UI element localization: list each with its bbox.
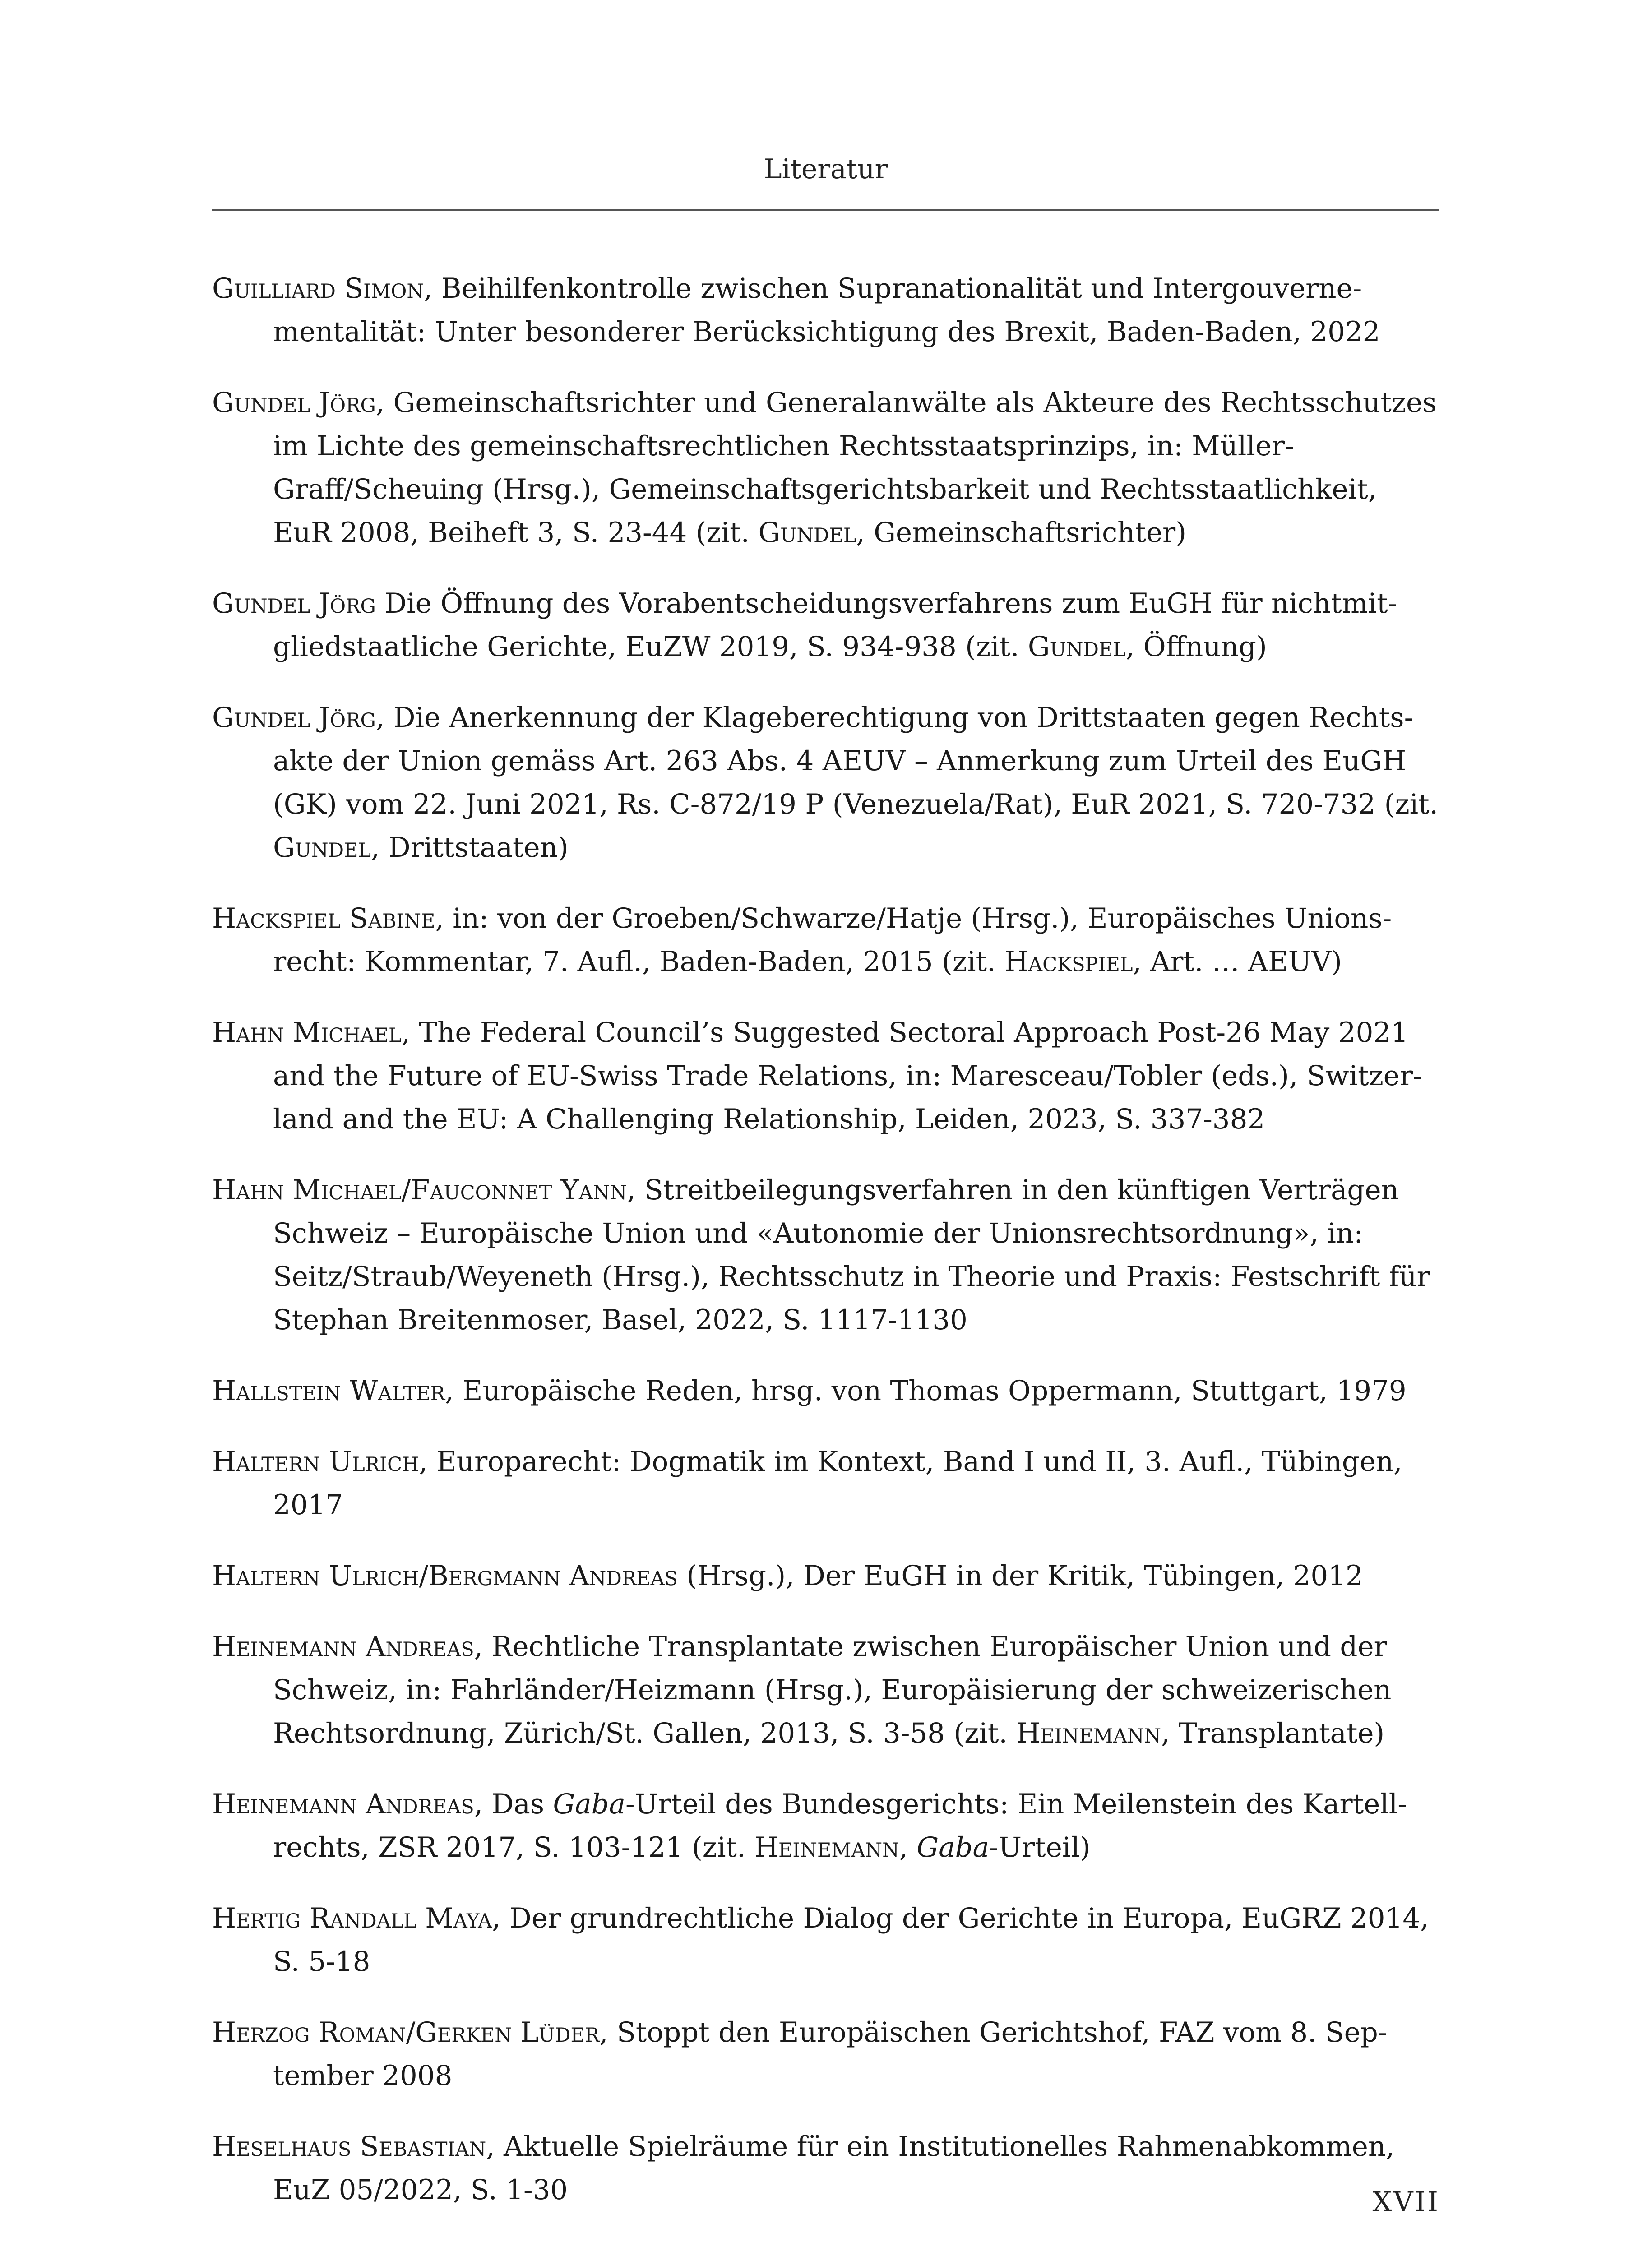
entry-cite-author: Hackspiel [1004,946,1133,978]
entry-cite-separator: , [899,1831,917,1863]
entry-cite-author: Gundel [758,517,856,549]
entry-text: , Die Anerkennung der Klageberechtigung von Drittstaaten gegen Rechtsakte der Union gemäss Art. 263 Abs. 4 AEUV – Anmerkung zum Urteil des EuGH (GK) vom 22. Juni 2021, Rs. C-872/19 P (Venezuela/Rat), EuR 2021, S. 720-732 (zit. [273,702,1439,820]
entry-author: Gundel Jörg [212,387,376,419]
bibliography-entry [212,1554,1439,1598]
entry-cite-author: Gundel [1027,631,1126,663]
entry-cite-rest: , Transplantate) [1161,1717,1385,1749]
entry-author: Haltern Ulrich/Bergmann Andreas [212,1560,678,1592]
entry-author: Heinemann Andreas [212,1788,474,1820]
entry-author: Gundel Jörg [212,702,376,734]
entry-text: , Streitbeilegungsverfahren in den künftigen Verträgen Schweiz – Europäische Union und «Autonomie der Unionsrechtsordnung», in: Seitz/Straub/Weyeneth (Hrsg.), Rechtsschutz in Theorie und Praxis: Festschrift für Stephan Breitenmoser, Basel, 2022, S. 1117-1130 [273,1174,1430,1336]
entry-text: , Der grundrechtliche Dialog der Gerichte in Europa, EuGRZ 2014, S. 5-18 [273,1902,1429,1978]
entry-author: Hackspiel Sabine [212,902,435,934]
entry-author: Guilliard Simon [212,273,424,305]
entry-text: , Europarecht: Dogmatik im Kontext, Band I und II, 3. Aufl., Tübingen, 2017 [273,1446,1402,1521]
entry-italic: Gaba [553,1788,626,1820]
bibliography-entry [212,1011,1439,1141]
page-number: XVII [1372,2186,1440,2218]
entry-text: (Hrsg.), Der EuGH in der Kritik, Tübingen, 2012 [678,1560,1363,1592]
bibliography-entry [212,1440,1439,1527]
entry-cite-author: Gundel [273,832,371,864]
entry-text: , Europäische Reden, hrsg. von Thomas Oppermann, Stuttgart, 1979 [445,1375,1407,1407]
bibliography-entry [212,897,1439,984]
bibliography-entry [212,267,1439,354]
entry-text: , Stoppt den Europäischen Gerichtshof, FAZ vom 8. September 2008 [273,2016,1388,2092]
bibliography-entry [212,696,1439,869]
entry-cite-rest: , Öffnung) [1125,631,1267,663]
entry-author: Haltern Ulrich [212,1446,419,1478]
entry-cite-italic: Gaba [916,1831,990,1863]
entry-cite-rest: , Drittstaaten) [371,832,569,864]
entry-cite-rest: , Art. … AEUV) [1133,946,1342,978]
entry-author: Hertig Randall Maya [212,1902,492,1934]
entry-text: , Rechtliche Transplantate zwischen Europäischer Union und der Schweiz, in: Fahrländer/Heizmann (Hrsg.), Europäisierung der schweizerischen Rechtsordnung, Zürich/St. Gallen, 2013, S. 3-58 (zit. [273,1631,1392,1749]
entry-cite-rest: -Urteil) [989,1831,1091,1863]
bibliography-entry [212,1169,1439,1342]
entry-author: Gundel Jörg [212,587,376,619]
bibliography-entry [212,1625,1439,1755]
entry-text: , Das [474,1788,553,1820]
bibliography-entry [212,1783,1439,1869]
entry-cite-author: Heinemann [1016,1717,1161,1749]
entry-text: , Aktuelle Spielräume für ein Institutionelles Rahmenabkommen, EuZ 05/2022, S. 1-30 [273,2131,1395,2206]
entry-text: , Beihilfenkontrolle zwischen Supranationalität und Intergouvernementalität: Unter besonderer Berücksichtigung des Brexit, Baden-Baden, 2022 [273,273,1380,348]
entry-author: Heselhaus Sebastian [212,2131,486,2163]
running-header: Literatur [764,153,888,185]
entry-author: Hahn Michael [212,1017,402,1049]
entry-text: , in: von der Groeben/Schwarze/Hatje (Hrsg.), Europäisches Unionsrecht: Kommentar, 7. Aufl., Baden-Baden, 2015 (zit. [273,902,1392,978]
bibliography-entry [212,2125,1439,2212]
header-rule [212,209,1439,211]
bibliography-list [212,267,1439,2225]
entry-text: , Gemeinschaftsrichter und Generalanwälte als Akteure des Rechtsschutzes im Lichte des gemeinschaftsrechtlichen Rechtsstaatsprinzips, in: Müller-Graff/Scheuing (Hrsg.), Gemeinschaftsgerichtsbarkeit und Rechtsstaatlichkeit, EuR 2008, Beiheft 3, S. 23-44 (zit. [273,387,1437,549]
bibliography-entry [212,381,1439,555]
bibliography-entry [212,582,1439,669]
entry-text: , The Federal Council’s Suggested Sectoral Approach Post-26 May 2021 and the Future of EU-Swiss Trade Relations, in: Maresceau/Tobler (eds.), Switzerland and the EU: A Challenging Relationship, Leiden, 2023, S. 337-382 [273,1017,1422,1135]
bibliography-entry [212,1897,1439,1983]
entry-text: Die Öffnung des Vorabentscheidungsverfahrens zum EuGH für nichtmitgliedstaatliche Gerichte, EuZW 2019, S. 934-938 (zit. [273,587,1397,663]
entry-cite-rest: , Gemeinschaftsrichter) [856,517,1187,549]
entry-text-continued: -Urteil des Bundesgerichts: Ein Meilenstein des Kartellrechts, ZSR 2017, S. 103-121 (zit. [273,1788,1407,1863]
entry-author: Herzog Roman/Gerken Lüder [212,2016,600,2048]
bibliography-entry [212,2011,1439,2098]
entry-author: Hallstein Walter [212,1375,445,1407]
bibliography-entry [212,1369,1439,1413]
entry-cite-author: Heinemann [754,1831,899,1863]
entry-author: Hahn Michael/Fauconnet Yann [212,1174,627,1206]
entry-author: Heinemann Andreas [212,1631,474,1663]
